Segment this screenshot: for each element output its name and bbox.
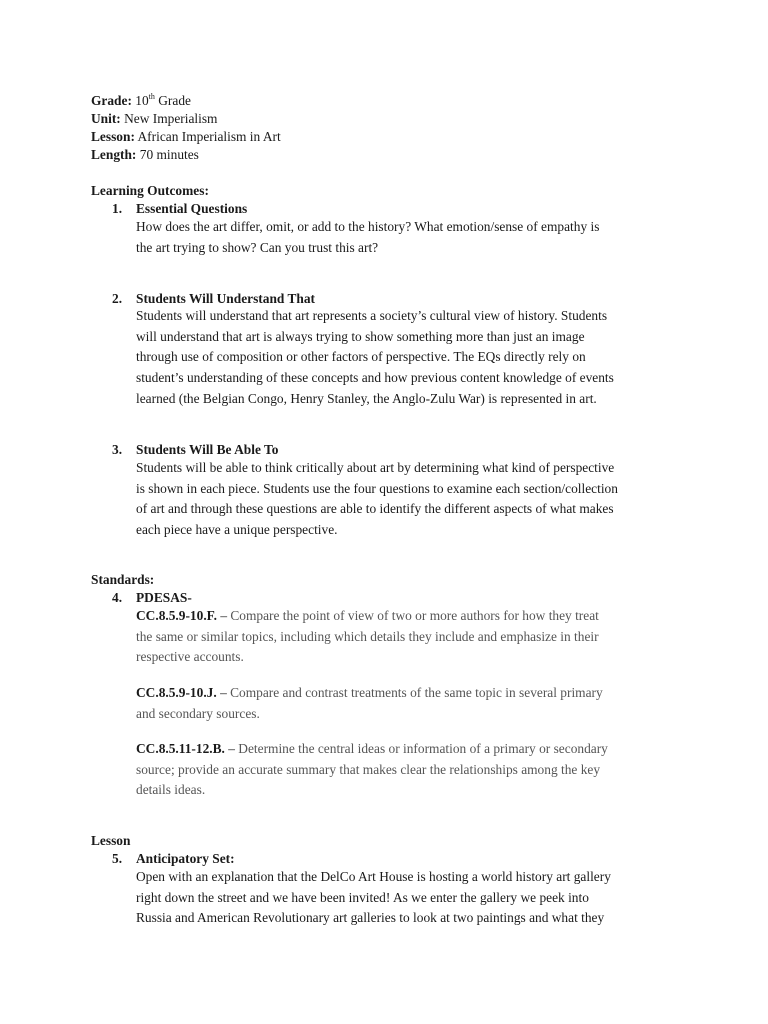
unit-label: Unit: [91,111,121,126]
outcome-paragraph [136,306,676,410]
paragraph-line: of art and through these questions are able to identify the different aspects of what makes [136,501,614,517]
paragraph-line: right down the street and we have been invited! As we enter the gallery we peek into [136,889,589,905]
paragraph-line: each piece have a unique perspective. [136,522,338,538]
grade-number: 10 [135,93,149,108]
length-line [91,146,281,164]
paragraph-line: is shown in each piece. Students use the four questions to examine each section/collection [136,480,618,496]
standards-heading: PDESAS- [136,590,192,605]
standard-dash: – [216,608,231,623]
lesson-number: 5. [112,851,123,866]
outcome-heading-able-to: Students Will Be Able To [136,442,279,457]
standard-text: Compare the point of view of two or more authors for how they treat [230,608,599,623]
standard-item [136,606,676,668]
paragraph-line: will understand that art is always trying to show something more than just an image [136,328,585,344]
learning-outcomes-title: Learning Outcomes: [91,183,209,198]
grade-word: Grade [158,93,191,108]
paragraph-line: How does the art differ, omit, or add to the history? What emotion/sense of empathy is [136,219,600,234]
paragraph-line: student’s understanding of these concepts and how previous content knowledge of events [136,370,614,386]
standard-item [136,739,676,801]
length-label: Length: [91,147,137,162]
outcome-number: 3. [112,442,123,457]
paragraph-line: learned (the Belgian Congo, Henry Stanley, the Anglo-Zulu War) is represented in art. [136,390,597,406]
length-value: 70 minutes [139,147,199,162]
paragraph-line: Open with an explanation that the DelCo Art House is hosting a world history art gallery [136,869,611,884]
standard-code: CC.8.5.9-10.F. [136,608,217,623]
standard-dash: – [216,685,231,700]
standard-text-line: the same or similar topics, including which details they include and emphasize in their [136,628,599,644]
standard-text-line: respective accounts. [136,649,244,665]
lesson-paragraph [136,867,676,929]
grade-suffix: th [148,91,155,101]
lesson-line [91,128,281,146]
standard-item [136,683,676,724]
standards-title: Standards: [91,572,155,587]
standard-text-line: source; provide an accurate summary that makes clear the relationships among the key [136,761,601,777]
outcome-number: 2. [112,291,123,306]
grade-label: Grade: [91,93,132,108]
lesson-label: Lesson: [91,129,135,144]
standard-code: CC.8.5.11-12.B. [136,741,225,756]
paragraph-line: Students will understand that art represents a society’s cultural view of history. Students [136,308,608,323]
standards-number: 4. [112,590,123,605]
standard-text-line: and secondary sources. [136,705,260,721]
standard-code: CC.8.5.9-10.J. [136,685,217,700]
outcome-heading-understand: Students Will Understand That [136,291,315,306]
outcome-paragraph [136,458,676,541]
grade-line [91,92,281,110]
lesson-value: African Imperialism in Art [137,129,281,144]
standard-text: Determine the central ideas or information of a primary or secondary [238,741,608,756]
standard-dash: – [224,741,239,756]
unit-line [91,110,281,128]
unit-value: New Imperialism [124,111,218,126]
lesson-heading-anticipatory-set: Anticipatory Set: [136,851,235,866]
paragraph-line: Russia and American Revolutionary art galleries to look at two paintings and what they [136,910,605,926]
standard-text: Compare and contrast treatments of the same topic in several primary [230,685,603,700]
paragraph-line: Students will be able to think critically about art by determining what kind of perspective [136,460,615,475]
outcome-number: 1. [112,201,123,216]
paragraph-line: through use of composition or other factors of perspective. The EQs directly rely on [136,349,586,365]
outcome-paragraph [136,217,676,258]
paragraph-line: the art trying to show? Can you trust this art? [136,239,379,255]
lesson-title: Lesson [91,833,131,848]
outcome-heading-essential-questions: Essential Questions [136,201,248,216]
standard-text-line: details ideas. [136,782,206,798]
lesson-header [91,92,281,164]
